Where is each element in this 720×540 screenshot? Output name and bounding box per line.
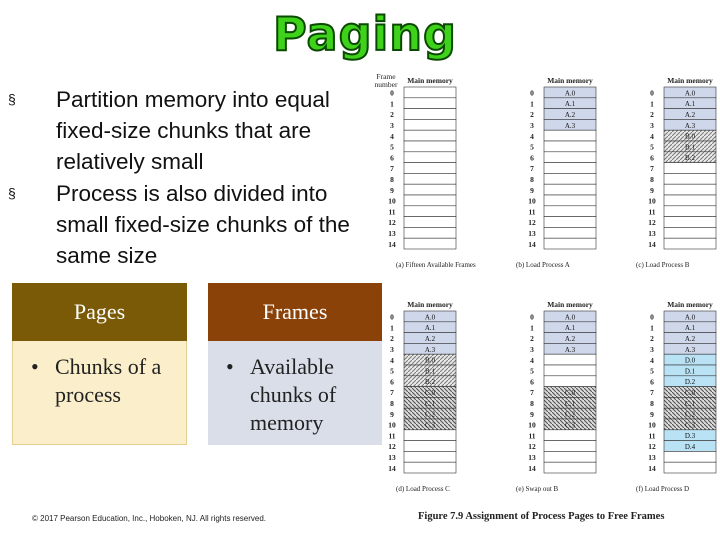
frame-number: 6	[390, 153, 394, 163]
paging-figure	[368, 68, 720, 540]
frame-number: 9	[390, 185, 394, 195]
frame-number: 3	[650, 121, 654, 130]
frame-number: 7	[530, 388, 534, 398]
frame-number: 5	[390, 366, 394, 376]
page-label: D.4	[684, 443, 696, 451]
frame-number: 8	[650, 399, 654, 408]
frame-number: 10	[388, 196, 396, 206]
frame-number: 3	[530, 121, 534, 130]
memory-frame-cell	[664, 462, 716, 473]
frame-number: 0	[390, 312, 394, 322]
frame-number: 13	[388, 229, 396, 238]
memory-frame-cell	[404, 206, 456, 217]
frame-number: 6	[390, 377, 394, 387]
memory-frame-cell	[404, 119, 456, 130]
frame-number: 7	[650, 164, 654, 174]
frame-number: 10	[528, 196, 536, 206]
frame-number: 2	[390, 334, 394, 344]
bullet-dot: •	[226, 354, 234, 379]
frame-number: 13	[648, 229, 656, 238]
memory-frame-cell	[664, 184, 716, 195]
memory-frame-cell	[404, 217, 456, 228]
frame-number: 0	[390, 88, 394, 98]
memory-frame-cell	[404, 173, 456, 184]
frame-number: 6	[530, 377, 534, 387]
frame-number: 4	[530, 355, 534, 365]
frame-number: 11	[648, 431, 656, 441]
page-label: A.1	[424, 324, 436, 333]
frame-number: 12	[648, 218, 656, 228]
frame-number: 2	[390, 110, 394, 120]
page-label: B.2	[425, 378, 435, 387]
frame-number: 2	[530, 110, 534, 120]
memory-frame-cell	[544, 227, 596, 238]
memory-frame-cell	[544, 141, 596, 152]
page-label: B.1	[685, 143, 695, 152]
frame-number: 13	[528, 229, 536, 238]
page-label: A.3	[684, 345, 696, 354]
frame-number: 11	[528, 431, 536, 441]
frame-number: 2	[650, 110, 654, 120]
frame-number: 8	[390, 399, 394, 408]
frame-number: 12	[388, 442, 396, 452]
page-label: A.1	[684, 100, 696, 109]
memory-frame-cell	[404, 451, 456, 462]
page-label: C.1	[685, 399, 695, 408]
page-label: A.2	[684, 335, 696, 343]
frame-number: 1	[650, 323, 654, 333]
bullet-dot: •	[31, 354, 39, 379]
main-memory-label: Main memory	[667, 300, 713, 309]
frame-number: 1	[530, 323, 534, 333]
frame-number: 9	[650, 185, 654, 195]
page-label: C.0	[685, 389, 695, 397]
page-label: C.3	[565, 421, 575, 430]
page-label: B.0	[685, 132, 695, 141]
frame-number: 9	[530, 409, 534, 419]
page-label: C.0	[565, 389, 575, 397]
frame-number: 3	[530, 345, 534, 354]
frame-number: 9	[390, 409, 394, 419]
page-label: A.2	[564, 111, 576, 119]
bullet-marker: §	[8, 91, 16, 107]
page-label: A.0	[684, 89, 696, 98]
pages-card	[12, 283, 187, 445]
frame-number: 0	[530, 88, 534, 98]
frame-number: 12	[648, 442, 656, 452]
page-label: C.1	[425, 399, 435, 408]
page-label: A.1	[684, 324, 696, 333]
frame-number: 8	[650, 175, 654, 184]
page-label: C.1	[565, 399, 575, 408]
page-label: C.0	[425, 389, 435, 397]
memory-frame-cell	[544, 130, 596, 141]
frame-number: 2	[530, 334, 534, 344]
frame-number: 14	[388, 463, 396, 473]
memory-frame-cell	[544, 441, 596, 452]
bullet-text: Partition memory into equal fixed-size chunks that are relatively small	[56, 87, 330, 174]
frame-number: 13	[528, 453, 536, 462]
frame-number: 10	[648, 196, 656, 206]
page-label: B.1	[425, 367, 435, 376]
frame-number: 5	[530, 142, 534, 152]
bullet-item	[0, 84, 375, 177]
memory-frame-cell	[544, 206, 596, 217]
frame-number: 7	[650, 388, 654, 398]
memory-frame-cell	[664, 206, 716, 217]
memory-frame-cell	[664, 195, 716, 206]
frame-number: 1	[530, 99, 534, 109]
page-label: A.1	[564, 324, 576, 333]
memory-frame-cell	[544, 354, 596, 365]
frame-number: 10	[528, 420, 536, 430]
frame-number: 1	[650, 99, 654, 109]
memory-frame-cell	[664, 451, 716, 462]
page-label: C.2	[425, 410, 435, 419]
page-label: A.2	[684, 111, 696, 119]
memory-frame-cell	[544, 173, 596, 184]
frame-number: 3	[390, 345, 394, 354]
frame-number: 4	[530, 131, 534, 141]
pages-card-body	[12, 341, 187, 445]
memory-frame-cell	[544, 462, 596, 473]
page-label: A.0	[684, 313, 696, 322]
frame-number: 4	[650, 355, 654, 365]
memory-frame-cell	[404, 98, 456, 109]
frame-number: 14	[528, 463, 536, 473]
frame-number: 3	[650, 345, 654, 354]
page-label: A.0	[564, 313, 576, 322]
frame-number: 10	[648, 420, 656, 430]
frame-number: 0	[650, 88, 654, 98]
memory-frame-cell	[404, 130, 456, 141]
page-label: D.3	[684, 432, 696, 441]
frame-number: 6	[650, 153, 654, 163]
frame-number: 8	[530, 399, 534, 408]
panel-caption: (f) Load Process D	[636, 485, 690, 493]
frame-number: 8	[390, 175, 394, 184]
frame-number: 9	[530, 185, 534, 195]
frame-number: 5	[390, 142, 394, 152]
frame-number-label: Frame	[376, 72, 396, 81]
frame-number: 2	[650, 334, 654, 344]
memory-frame-cell	[544, 376, 596, 387]
main-memory-label: Main memory	[547, 76, 593, 85]
frame-number: 11	[388, 207, 396, 217]
page-label: A.3	[564, 121, 576, 130]
memory-frame-cell	[544, 217, 596, 228]
copyright-notice: © 2017 Pearson Education, Inc., Hoboken, NJ. All rights reserved.	[32, 514, 267, 523]
frame-number: 3	[390, 121, 394, 130]
main-memory-label: Main memory	[407, 300, 453, 309]
panel-caption: (a) Fifteen Available Frames	[396, 261, 476, 269]
page-label: A.0	[424, 313, 436, 322]
page-label: A.0	[564, 89, 576, 98]
memory-frame-cell	[544, 163, 596, 174]
page-label: A.3	[424, 345, 436, 354]
page-label: D.2	[684, 378, 696, 387]
memory-frame-cell	[544, 195, 596, 206]
frame-number: 1	[390, 323, 394, 333]
memory-frame-cell	[544, 238, 596, 249]
frame-number: 5	[530, 366, 534, 376]
main-memory-label: Main memory	[547, 300, 593, 309]
frame-number: 4	[390, 131, 394, 141]
frame-number: 13	[648, 453, 656, 462]
memory-frames-diagram	[368, 68, 720, 508]
memory-frame-cell	[664, 217, 716, 228]
frame-number: 5	[650, 142, 654, 152]
panel-caption: (e) Swap out B	[516, 485, 559, 493]
figure-caption: Figure 7.9 Assignment of Process Pages to Free Frames	[418, 511, 665, 522]
frame-number: 12	[528, 442, 536, 452]
panel-caption: (b) Load Process A	[516, 261, 570, 269]
frame-number: 7	[530, 164, 534, 174]
frame-number: 14	[388, 239, 396, 249]
memory-frame-cell	[404, 430, 456, 441]
frame-number: 7	[390, 388, 394, 398]
memory-frame-cell	[544, 184, 596, 195]
pages-card-heading: Pages	[12, 283, 187, 341]
main-memory-label: Main memory	[667, 76, 713, 85]
page-label: D.0	[684, 356, 696, 365]
frame-number: 8	[530, 175, 534, 184]
pages-card-text: Chunks of a process	[55, 354, 162, 407]
bullet-item	[0, 178, 375, 271]
memory-frame-cell	[404, 109, 456, 120]
page-label: B.0	[425, 356, 435, 365]
memory-frame-cell	[664, 227, 716, 238]
frames-card-heading: Frames	[208, 283, 382, 341]
page-label: C.3	[685, 421, 695, 430]
frame-number: 1	[390, 99, 394, 109]
page-label: B.2	[685, 154, 695, 163]
frames-card-body	[208, 341, 382, 445]
page-title: Paging	[273, 7, 457, 61]
frame-number: 0	[650, 312, 654, 322]
memory-frame-cell	[404, 141, 456, 152]
memory-frame-cell	[404, 184, 456, 195]
frame-number: 12	[528, 218, 536, 228]
memory-frame-cell	[404, 195, 456, 206]
memory-frame-cell	[404, 227, 456, 238]
memory-frame-cell	[544, 152, 596, 163]
bullet-text: Process is also divided into small fixed-size chunks of the same size	[56, 181, 350, 268]
frame-number-label: number	[374, 80, 398, 89]
memory-frame-cell	[404, 441, 456, 452]
memory-frame-cell	[404, 163, 456, 174]
frame-number: 12	[388, 218, 396, 228]
frames-card	[208, 283, 382, 445]
frame-number: 9	[650, 409, 654, 419]
page-label: A.3	[684, 121, 696, 130]
frame-number: 11	[648, 207, 656, 217]
frame-number: 14	[648, 239, 656, 249]
frame-number: 4	[650, 131, 654, 141]
frame-number: 11	[528, 207, 536, 217]
main-memory-label: Main memory	[407, 76, 453, 85]
frame-number: 14	[528, 239, 536, 249]
page-label: A.2	[424, 335, 436, 343]
frame-number: 7	[390, 164, 394, 174]
frame-number: 4	[390, 355, 394, 365]
panel-caption: (c) Load Process B	[636, 261, 690, 269]
memory-frame-cell	[404, 462, 456, 473]
frame-number: 13	[388, 453, 396, 462]
page-label: C.2	[685, 410, 695, 419]
bullet-list	[0, 84, 375, 272]
frame-number: 6	[650, 377, 654, 387]
memory-frame-cell	[664, 163, 716, 174]
page-label: C.2	[565, 410, 575, 419]
page-label: A.1	[564, 100, 576, 109]
memory-frame-cell	[544, 451, 596, 462]
panel-caption: (d) Load Process C	[396, 485, 450, 493]
frame-number: 5	[650, 366, 654, 376]
frame-number: 10	[388, 420, 396, 430]
frame-number: 0	[530, 312, 534, 322]
page-label: A.3	[564, 345, 576, 354]
page-label: A.2	[564, 335, 576, 343]
frames-card-text: Available chunks of memory	[250, 354, 337, 435]
frame-number: 6	[530, 153, 534, 163]
memory-frame-cell	[664, 238, 716, 249]
page-label: D.1	[684, 367, 696, 376]
bullet-marker: §	[8, 185, 16, 201]
frame-number: 14	[648, 463, 656, 473]
memory-frame-cell	[544, 365, 596, 376]
memory-frame-cell	[404, 87, 456, 98]
memory-frame-cell	[664, 173, 716, 184]
memory-frame-cell	[404, 238, 456, 249]
frame-number: 11	[388, 431, 396, 441]
memory-frame-cell	[404, 152, 456, 163]
page-label: C.3	[425, 421, 435, 430]
memory-frame-cell	[544, 430, 596, 441]
